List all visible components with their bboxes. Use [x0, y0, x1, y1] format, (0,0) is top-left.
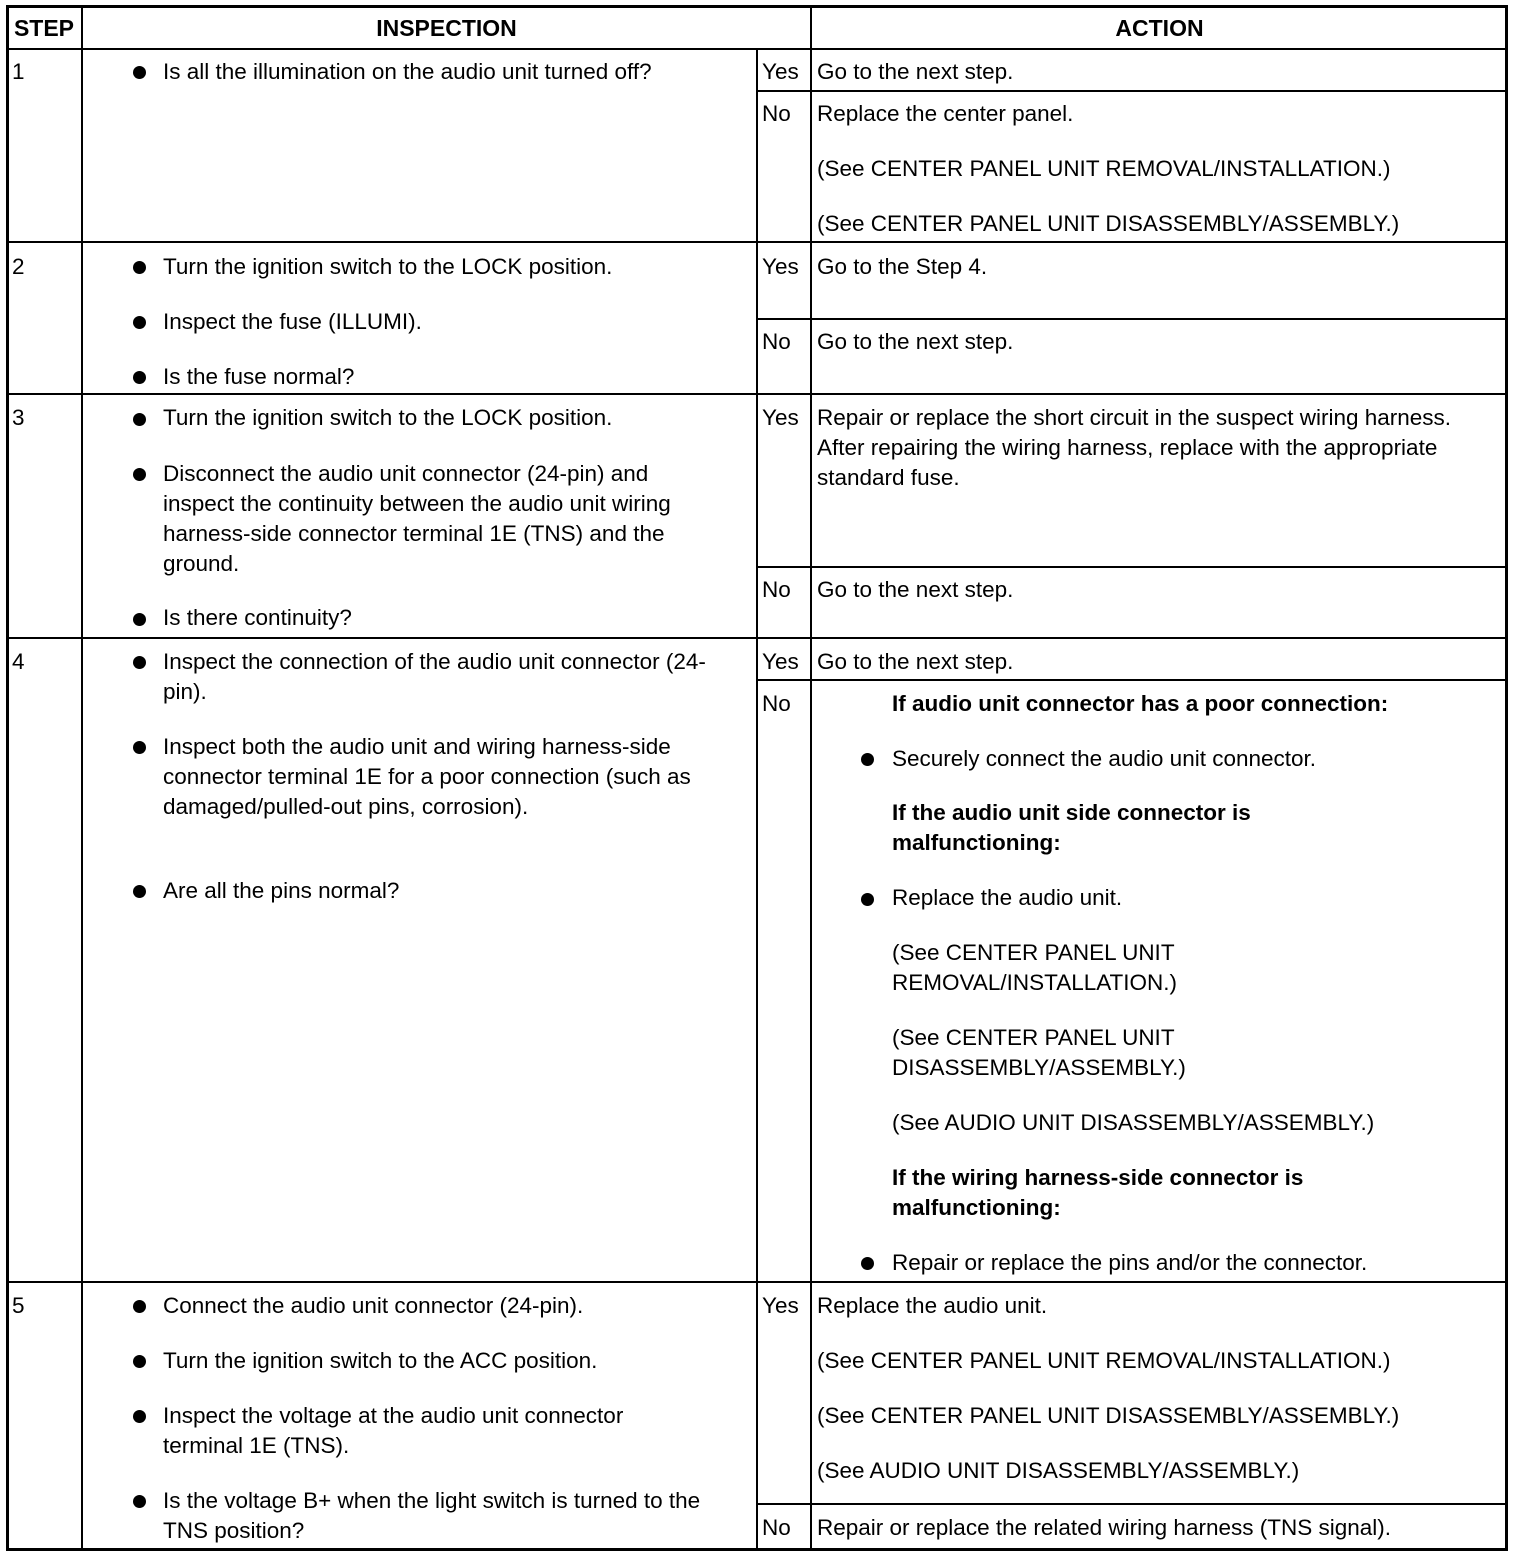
bullet-icon [133, 1495, 146, 1508]
no-label: No [762, 329, 791, 354]
condition-heading: If the wiring harness-side connector is malfunctioning: [892, 1165, 1304, 1220]
inspection-table [6, 5, 1508, 1551]
remedy-item: Securely connect the audio unit connector. [892, 746, 1317, 771]
bullet-icon [133, 468, 146, 481]
bullet-icon [133, 1300, 146, 1313]
no-label: No [762, 1515, 791, 1540]
bullet-icon [133, 656, 146, 669]
remedy-item: Replace the audio unit. [892, 885, 1123, 910]
step-number: 1 [12, 59, 25, 84]
yes-action-ref: (See AUDIO UNIT DISASSEMBLY/ASSEMBLY.) [817, 1458, 1300, 1483]
inspection-item: Disconnect the audio unit connector (24-pin) and inspect the continuity between the audio unit wiring harness-side connector terminal 1E (TNS) and the ground. [163, 461, 671, 576]
step-number: 5 [12, 1293, 25, 1318]
bullet-icon [133, 613, 146, 626]
header-step: STEP [13, 15, 75, 41]
remedy-ref: (See CENTER PANEL UNIT DISASSEMBLY/ASSEMBLY.) [892, 1025, 1186, 1080]
bullet-icon [133, 261, 146, 274]
bullet-icon [133, 413, 146, 426]
inspection-item: Turn the ignition switch to the LOCK position. [163, 254, 613, 279]
bullet-icon [133, 1355, 146, 1368]
inspection-item: Inspect the connection of the audio unit connector (24-pin). [163, 649, 706, 704]
no-label: No [762, 101, 791, 126]
yes-action: Go to the next step. [817, 649, 1014, 674]
step-number: 3 [12, 405, 25, 430]
inspection-item: Inspect the voltage at the audio unit connector terminal 1E (TNS). [163, 1403, 624, 1458]
bullet-icon [861, 753, 874, 766]
yes-label: Yes [762, 1293, 799, 1318]
inspection-item: Is the fuse normal? [163, 364, 355, 389]
no-action: Go to the next step. [817, 329, 1014, 354]
remedy-item: Repair or replace the pins and/or the connector. [892, 1250, 1368, 1275]
condition-heading: If the audio unit side connector is malfunctioning: [892, 800, 1251, 855]
inspection-item: Connect the audio unit connector (24-pin). [163, 1293, 584, 1318]
no-action: Repair or replace the related wiring harness (TNS signal). [817, 1515, 1392, 1540]
yes-action: Go to the Step 4. [817, 254, 988, 279]
header-action: ACTION [1115, 15, 1204, 41]
bullet-icon [133, 741, 146, 754]
no-action-ref: (See CENTER PANEL UNIT REMOVAL/INSTALLATION.) [817, 156, 1391, 181]
inspection-item: Is the voltage B+ when the light switch is turned to the TNS position? [163, 1488, 701, 1543]
yes-label: Yes [762, 59, 799, 84]
yes-label: Yes [762, 405, 799, 430]
no-action-ref: (See CENTER PANEL UNIT DISASSEMBLY/ASSEMBLY.) [817, 211, 1400, 236]
remedy-ref: (See CENTER PANEL UNIT REMOVAL/INSTALLATION.) [892, 940, 1178, 995]
bullet-icon [133, 371, 146, 384]
yes-label: Yes [762, 254, 799, 279]
header-inspection: INSPECTION [376, 15, 517, 41]
step-number: 2 [12, 254, 25, 279]
yes-action-ref: (See CENTER PANEL UNIT REMOVAL/INSTALLATION.) [817, 1348, 1391, 1373]
bullet-icon [133, 316, 146, 329]
inspection-item: Turn the ignition switch to the LOCK position. [163, 405, 613, 430]
bullet-icon [133, 1410, 146, 1423]
inspection-item: Inspect both the audio unit and wiring harness-side connector terminal 1E for a poor connection (such as damaged/pulled-out pins, corrosion). [163, 734, 691, 819]
bullet-icon [861, 893, 874, 906]
yes-label: Yes [762, 649, 799, 674]
inspection-item: Inspect the fuse (ILLUMI). [163, 309, 422, 334]
yes-action: Go to the next step. [817, 59, 1014, 84]
inspection-item: Is there continuity? [163, 605, 352, 630]
step-number: 4 [12, 649, 25, 674]
condition-heading: If audio unit connector has a poor connection: [892, 691, 1389, 716]
no-action: Go to the next step. [817, 577, 1014, 602]
inspection-item: Turn the ignition switch to the ACC position. [163, 1348, 598, 1373]
remedy-ref: (See AUDIO UNIT DISASSEMBLY/ASSEMBLY.) [892, 1110, 1375, 1135]
no-label: No [762, 691, 791, 716]
yes-action: Replace the audio unit. [817, 1293, 1048, 1318]
inspection-item: Is all the illumination on the audio unit turned off? [163, 59, 652, 84]
no-label: No [762, 577, 791, 602]
inspection-item: Are all the pins normal? [163, 878, 400, 903]
bullet-icon [133, 66, 146, 79]
bullet-icon [133, 885, 146, 898]
bullet-icon [861, 1257, 874, 1270]
yes-action-ref: (See CENTER PANEL UNIT DISASSEMBLY/ASSEMBLY.) [817, 1403, 1400, 1428]
yes-action: Repair or replace the short circuit in the suspect wiring harness. After repairing the wiring harness, replace with the appropriate standard fuse. [817, 405, 1452, 490]
no-action: Replace the center panel. [817, 101, 1074, 126]
